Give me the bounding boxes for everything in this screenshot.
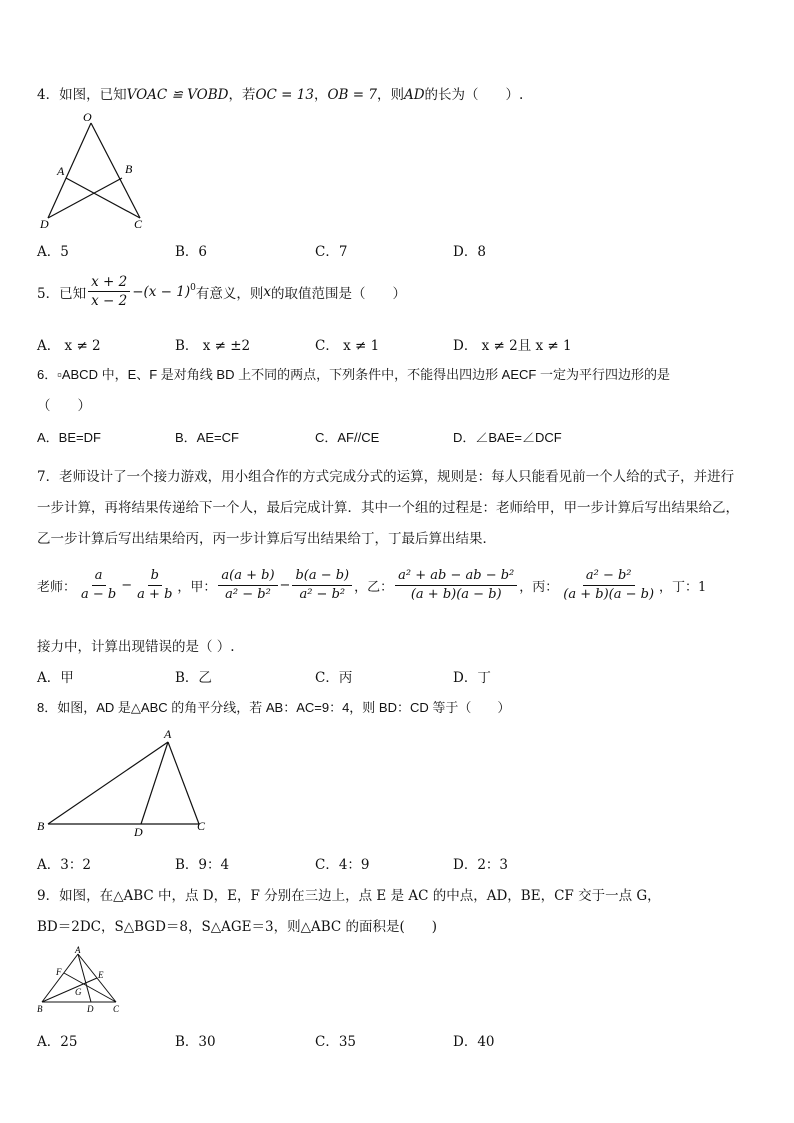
q7-t-num2: b xyxy=(148,568,162,586)
q5-var: x xyxy=(263,283,272,300)
q5-option-d[interactable]: D． x ≠ 2且 x ≠ 1 xyxy=(453,338,572,354)
q4-cond2: OB = 7 xyxy=(327,87,377,103)
q7-teacher-frac2 xyxy=(134,568,175,603)
q8-label-B: B xyxy=(37,819,45,833)
q9-figure xyxy=(34,944,134,1016)
q7-b-den: (a + b)(a − b) xyxy=(563,587,655,602)
q7-teacher-frac1 xyxy=(78,568,119,603)
q9-line1: 9．如图，在△ABC 中，点 D，E，F 分别在三边上，点 E 是 AC 的中点，AD，BE，CF 交于一点 G， xyxy=(37,888,661,904)
q7-line2: 一步计算，再将结果传递给下一个人，最后完成计算．其中一个组的过程是：老师给甲，甲一步计算后写出结果给乙， xyxy=(37,500,739,516)
q8-label-C: C xyxy=(197,819,206,833)
q9-label-B: B xyxy=(37,1004,43,1014)
q7-option-a[interactable]: A．甲 xyxy=(37,670,74,686)
q7-option-c[interactable]: C．丙 xyxy=(315,670,353,686)
q5-stem-prefix: 5．已知 xyxy=(37,285,87,302)
q7-t-num1: a xyxy=(92,568,106,586)
q8-bisector-AD xyxy=(141,742,168,824)
q7-j-num1: a(a + b) xyxy=(218,568,277,586)
q7-jia-frac1 xyxy=(218,568,277,603)
q5-minus-term: −(x − 1) xyxy=(132,283,191,300)
q4-line-AC xyxy=(66,178,140,218)
q4-line-BD xyxy=(48,178,122,218)
q9-option-b[interactable]: B．30 xyxy=(175,1034,216,1050)
q9-label-F: F xyxy=(56,967,62,977)
q9-label-E: E xyxy=(98,970,104,980)
q9-option-c[interactable]: C．35 xyxy=(315,1034,357,1050)
q7-j-den1: a² − b² xyxy=(225,587,271,602)
q9-label-G: G xyxy=(75,987,82,997)
q4-figure xyxy=(36,108,156,232)
q4-cond1: OC = 13 xyxy=(255,87,314,103)
q5-exp: 0 xyxy=(190,282,196,293)
q7-option-d[interactable]: D．丁 xyxy=(453,670,491,686)
q4-label-A: A xyxy=(57,164,65,178)
q7-y-num: a² + ab − ab − b² xyxy=(395,568,517,586)
q4-option-d[interactable]: D．8 xyxy=(453,244,486,260)
q4-ad: AD xyxy=(403,87,425,103)
q4-option-c[interactable]: C．7 xyxy=(315,244,348,260)
q9-label-D: D xyxy=(87,1004,94,1014)
q5-stem-end: 的取值范围是（ ） xyxy=(271,285,407,302)
q9-label-A: A xyxy=(75,945,81,955)
q7-question: 接力中，计算出现错误的是（ ）. xyxy=(37,639,235,655)
q7-j-num2: b(a − b) xyxy=(292,568,352,586)
q7-relay-line xyxy=(37,568,706,603)
q7-j-den2: a² − b² xyxy=(299,587,346,602)
q4-congruence: VOAC ≌ VOBD xyxy=(126,87,229,103)
q7-y-den: (a + b)(a − b) xyxy=(410,587,502,602)
q4-label-B: B xyxy=(125,162,133,176)
q5-option-c[interactable]: C． x ≠ 1 xyxy=(315,338,380,354)
q8-stem: 8．如图，AD 是△ABC 的角平分线，若 AB：AC=9：4，则 BD：CD 等于（ ） xyxy=(37,700,511,715)
q8-figure xyxy=(34,726,214,838)
q4-stem-end: 的长为（ ）. xyxy=(424,87,524,103)
q4-stem-mid: ，若 xyxy=(228,87,256,103)
q6-line1: 6．▫ABCD 中，E、F 是对角线 BD 上不同的两点，下列条件中，不能得出四边形 AECF 一定为平行四边形的是 xyxy=(37,367,670,382)
q7-teacher-label: 老师： xyxy=(37,580,77,595)
q4-option-a[interactable]: A．5 xyxy=(37,244,69,260)
q5-option-b[interactable]: B． x ≠ ±2 xyxy=(175,338,251,354)
q7-jia-label: ，甲： xyxy=(177,580,217,595)
q7-jia-frac2 xyxy=(292,568,352,603)
q7-option-b[interactable]: B．乙 xyxy=(175,670,212,686)
q9-option-a[interactable]: A．25 xyxy=(37,1034,78,1050)
q4-stem-prefix: 4．如图，已知 xyxy=(37,87,127,103)
q8-side-AC xyxy=(168,742,199,824)
q4-sep: ， xyxy=(313,87,328,103)
q6-option-d[interactable]: D．∠BAE=∠DCF xyxy=(453,430,562,445)
q4-label-O: O xyxy=(83,110,92,124)
q5-frac-den: x − 2 xyxy=(91,293,128,309)
q7-line1: 7．老师设计了一个接力游戏，用小组合作的方式完成分式的运算，规则是：每人只能看见前一个人给的式子，并进行 xyxy=(37,469,735,485)
q9-option-d[interactable]: D．40 xyxy=(453,1034,495,1050)
q8-option-c[interactable]: C．4：9 xyxy=(315,857,370,873)
q7-line3: 乙一步计算后写出结果给丙，丙一步计算后写出结果给丁，丁最后算出结果． xyxy=(37,531,496,547)
q4-stem-end-pre: ，则 xyxy=(376,87,404,103)
q5-option-a[interactable]: A． x ≠ 2 xyxy=(37,338,101,354)
q5-fraction xyxy=(88,274,130,309)
q7-ding-label: ，丁：1 xyxy=(659,580,707,595)
q7-t-den1: a − b xyxy=(81,587,117,602)
q8-option-a[interactable]: A．3：2 xyxy=(37,857,91,873)
q9-label-C: C xyxy=(113,1004,120,1014)
q8-option-d[interactable]: D．2：3 xyxy=(453,857,509,873)
q8-option-b[interactable]: B．9：4 xyxy=(175,857,230,873)
q7-bing-frac xyxy=(560,568,657,603)
q7-bing-label: ，丙： xyxy=(519,580,559,595)
q4-stem xyxy=(37,83,523,103)
q7-yi-frac xyxy=(395,568,517,603)
q9-line-BE xyxy=(42,978,97,1002)
q7-t-minus: − xyxy=(121,578,133,593)
q8-side-AB xyxy=(48,742,168,824)
q7-yi-label: ，乙： xyxy=(354,580,394,595)
q4-label-C: C xyxy=(134,217,143,231)
q4-label-D: D xyxy=(40,217,49,231)
q4-line-OD xyxy=(48,123,91,218)
q8-label-A: A xyxy=(164,727,172,741)
q6-line2: （ ） xyxy=(37,398,91,414)
q8-label-D: D xyxy=(134,825,143,838)
q6-option-b[interactable]: B．AE=CF xyxy=(175,430,239,445)
q7-b-num: a² − b² xyxy=(583,568,635,586)
q6-option-a[interactable]: A．BE=DF xyxy=(37,430,101,445)
q5-stem xyxy=(37,274,406,309)
q4-line-OC xyxy=(91,123,140,218)
q4-option-b[interactable]: B．6 xyxy=(175,244,208,260)
q9-line2: BD＝2DC，S△BGD＝8，S△AGE＝3，则△ABC 的面积是( ) xyxy=(37,919,438,935)
q5-stem-mid: 有意义，则 xyxy=(195,285,264,302)
q7-j-minus: − xyxy=(279,578,291,593)
q5-frac-num: x + 2 xyxy=(88,274,130,292)
q7-t-den2: a + b xyxy=(137,587,173,602)
q6-option-c[interactable]: C．AF//CE xyxy=(315,430,380,445)
